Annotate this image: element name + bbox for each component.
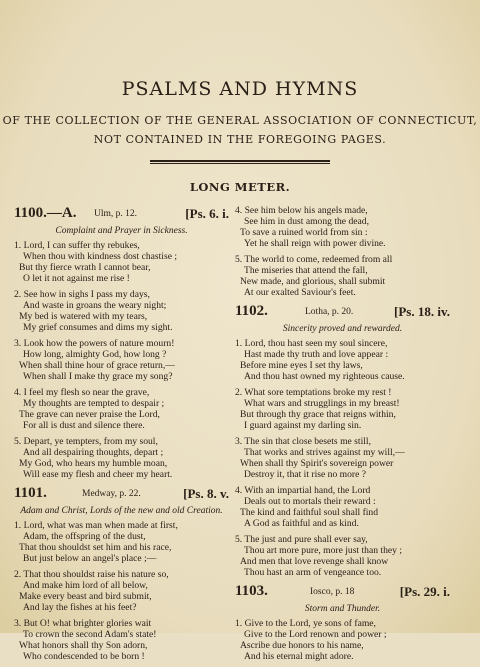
hymn-subtitle: Adam and Christ, Lords of the new and old Creation. [20,506,223,516]
verse-line: When shall thy Spirit's sovereign power [240,458,394,469]
verse-line: A God as faithful and as kind. [244,518,359,529]
verse-line: 3. The sin that close besets me still, [235,436,371,447]
verse-line: 1. Lord, I can suffer thy rebukes, [14,240,140,251]
hymn-block [235,303,450,578]
verse-line: 5. Depart, ye tempters, from my soul, [14,436,158,447]
stanza [235,618,450,662]
hymn-block [14,485,229,662]
verse-line: At our exalted Saviour's feet. [244,287,356,298]
verse-line: How long, almighty God, how long ? [23,349,167,360]
hymn-block [235,583,450,662]
hymn-number: 1103. [235,583,268,599]
hymn-tune: Ulm, p. 12. [94,209,138,219]
stanza [235,436,450,480]
stanza [14,338,229,382]
verse-line: 5. The world to come, redeemed from all [235,254,393,265]
verse-line: What honors shall thy Son adorn, [19,640,148,651]
verse-line: When shall I make thy grace my song? [23,371,173,382]
verse-line: And waste in groans the weary night; [23,300,167,311]
hymn-header [235,303,450,323]
stanza [14,387,229,431]
verse-line: Deals out to mortals their reward : [244,496,376,507]
verse-line: My God, who hears my humble moan, [19,458,168,469]
stanza [235,254,450,298]
left-column [14,205,229,667]
stanza [235,387,450,431]
verse-line: For all is dust and silence there. [23,420,145,431]
verse-line: But just below an angel's place ;— [23,553,157,564]
verse-line: Before mine eyes I set thy laws, [240,360,363,371]
verse-line: New made, and glorious, shall submit [240,276,386,287]
hymn-psalm-ref: [Ps. 8. v. [183,486,229,501]
hymn-psalm-ref: [Ps. 18. iv. [394,304,450,319]
hymn-block [235,205,450,298]
verse-line: 5. The just and pure shall ever say, [235,534,368,545]
verse-line: And lay the fishes at his feet? [23,602,137,613]
verse-line: See him in dust among the dead, [244,216,369,227]
verse-line: 1. Lord, thou hast seen my soul sincere, [235,338,388,349]
hymn-number: 1102. [235,303,268,319]
verse-line: To save a ruined world from sin : [240,227,368,238]
meter-heading: LONG METER. [189,180,291,194]
verse-line: Yet he shall reign with power divine. [244,238,386,249]
stanza [235,338,450,382]
verse-line: Hast made thy truth and love appear : [244,349,389,360]
hymn-psalm-ref: [Ps. 29. i. [399,584,450,599]
hymn-header [14,205,229,225]
verse-line: And make him lord of all below, [23,580,148,591]
hymn-subtitle: Storm and Thunder. [304,604,381,614]
stanza [14,569,229,613]
stanza [14,240,229,284]
verse-line: And his eternal might adore. [244,651,354,662]
right-column [235,205,450,667]
stanza [235,534,450,578]
page-subtitle-line-2: NOT CONTAINED IN THE FOREGOING PAGES. [93,133,387,146]
verse-line: But thy fierce wrath I cannot bear, [19,262,151,273]
hymn-header [14,485,229,505]
verse-line: But through thy grace that reigns within, [240,409,396,420]
verse-line: That thou shouldst set him and his race, [19,542,172,553]
stanza [235,485,450,529]
verse-line: When thou with kindness dost chastise ; [23,251,178,262]
verse-line: Destroy it, that it rise no more ? [244,469,367,480]
verse-line: My grief consumes and dims my sight. [23,322,173,333]
verse-line: And men that love revenge shall know [240,556,389,567]
verse-line: 1. Give to the Lord, ye sons of fame, [235,618,376,629]
verse-line: 3. But O! what brighter glories wait [14,618,152,629]
verse-line: Who condescended to be born ! [23,651,145,662]
verse-line: I guard against my darling sin. [244,420,362,431]
verse-line: That works and strives against my will,— [244,447,405,458]
verse-line: 2. What sore temptations broke my rest ! [235,387,392,398]
verse-line: 2. See how in sighs I pass my days, [14,289,150,300]
hymn-subtitle: Sincerity proved and rewarded. [282,324,403,334]
verse-line: Adam, the offspring of the dust, [23,531,146,542]
page-title: PSALMS AND HYMNS [121,78,359,100]
verse-line: 4. I feel my flesh so near the grave, [14,387,150,398]
stanza [14,289,229,333]
hymn-subtitle: Complaint and Prayer in Sickness. [55,226,188,236]
verse-line: 2. That thou shouldst raise his nature so, [14,569,169,580]
divider-rule [150,160,330,164]
verse-line: And thou hast owned my righteous cause. [244,371,405,382]
verse-line: Ascribe due honors to his name, [240,640,364,651]
verse-line: The grave can never praise the Lord, [19,409,160,420]
verse-line: Make every beast and bird submit, [19,591,152,602]
verse-line: My bed is watered with my tears, [19,311,148,322]
stanza [235,205,450,249]
verse-line: Give to the Lord renown and power ; [244,629,387,640]
page-subtitle-line-1: OF THE COLLECTION OF THE GENERAL ASSOCIATION OF CONNECTICUT, [2,114,478,127]
stanza [14,436,229,480]
hymn-number: 1100.—A. [14,205,77,221]
verse-line: What wars and strugglings in my breast! [244,398,400,409]
verse-line: Will ease my flesh and cheer my heart. [23,469,173,480]
verse-line: The kind and faithful soul shall find [240,507,379,518]
hymn-header [235,583,450,603]
verse-line: To crown the second Adam's state! [23,629,157,640]
verse-line: 4. With an impartial hand, the Lord [235,485,371,496]
verse-line: When shall thine hour of grace return,— [19,360,175,371]
verse-line: 1. Lord, what was man when made at first, [14,520,178,531]
verse-line: O let it not against me rise ! [23,273,130,284]
hymn-tune: Iosco, p. 18 [310,587,355,597]
hymn-number: 1101. [14,485,47,501]
verse-line: The miseries that attend the fall, [244,265,368,276]
hymn-psalm-ref: [Ps. 6. i. [185,206,229,221]
stanza [14,618,229,662]
hymn-tune: Lotha, p. 20. [305,307,354,317]
verse-line: 3. Look how the powers of nature mourn! [14,338,175,349]
verse-line: Thou hast an arm of vengeance too. [244,567,382,578]
hymn-tune: Medway, p. 22. [82,489,141,499]
stanza [14,520,229,564]
verse-line: 4. See him below his angels made, [235,205,368,216]
verse-line: Thou art more pure, more just than they ; [244,545,402,556]
verse-line: And all despairing thoughts, depart ; [23,447,164,458]
hymn-block [14,205,229,480]
verse-line: My thoughts are tempted to despair ; [23,398,165,409]
